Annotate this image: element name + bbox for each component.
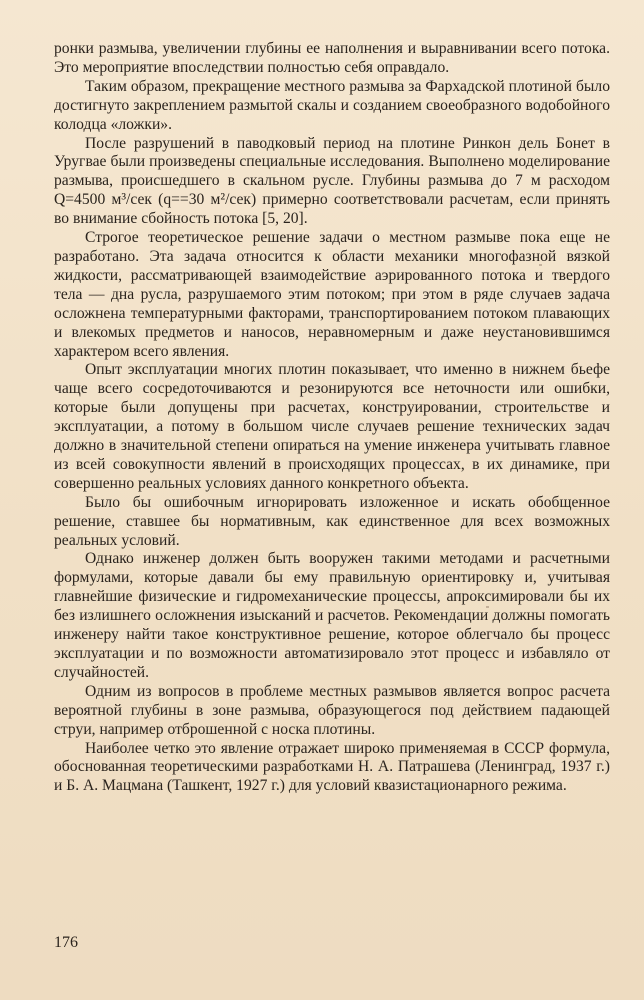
- paper-speck: [539, 264, 542, 266]
- paper-speck: [486, 606, 489, 608]
- paragraph-7: Однако инженер должен быть вооружен такими методами и расчетными формулами, которые давали бы ему правильную ориентировку и, учитывая главнейшие физические и гидромеханические процессы, апроксимировали бы их без излишнего осложнения изысканий и расчетов. Рекомендации должны помогать инженеру найти такое конструктивное решение, которое облегчало бы процесс эксплуатации и по возможности автоматизировало этот процесс и избавляло от случайностей.: [54, 550, 610, 681]
- paragraph-1: ронки размыва, увеличении глубины ее наполнения и выравнивании всего потока. Это мероприятие впоследствии полностью себя оправдало.: [54, 40, 610, 76]
- body-text: [54, 40, 610, 796]
- paragraph-8: Одним из вопросов в проблеме местных размывов является вопрос расчета вероятной глубины в зоне размыва, образующегося под действием падающей струи, например отброшенной с носка плотины.: [54, 682, 610, 738]
- paragraph-2: Таким образом, прекращение местного размыва за Фархадской плотиной было достигнуто закреплением размытой скалы и созданием своеобразного водобойного колодца «ложки».: [54, 77, 610, 133]
- paragraph-5: Опыт эксплуатации многих плотин показывает, что именно в нижнем бьефе чаще всего сосредоточиваются и резонируются все неточности или ошибки, которые были допущены при расчетах, конструировании, строительстве и эксплуатации, а потому в большом числе случаев решение технических задач должно в значительной степени опираться на умение инженера учитывать главное из всей совокупности явлений в происходящих процессах, в их динамике, при совершенно реальных условиях данного конкретного объекта.: [54, 361, 610, 492]
- paragraph-3: После разрушений в паводковый период на плотине Ринкон дель Бонет в Уругвае были произведены специальные исследования. Выполнено моделирование размыва, происшедшего в скальном русле. Глубины размыва до 7 м расходом Q=4500 м³/сек (q==30 м²/сек) примерно соответствовали расчетам, если принять во внимание сбойность потока [5, 20].: [54, 134, 610, 228]
- page-number: 176: [54, 934, 78, 951]
- paragraph-9: Наиболее четко это явление отражает широко применяемая в СССР формула, обоснованная теоретическими разработками Н. А. Патрашева (Ленинград, 1937 г.) и Б. А. Мацмана (Ташкент, 1927 г.) для условий квазистационарного режима.: [54, 739, 610, 795]
- paragraph-4: Строгое теоретическое решение задачи о местном размыве пока еще не разработано. Эта задача относится к области механики многофазной вязкой жидкости, рассматривающей взаимодействие аэрированного потока и твердого тела — дна русла, разрушаемого этим потоком; при этом в ряде случаев задача осложнена температурными факторами, транспортированием потоком плавающих и влекомых предметов и наносов, неравномерным и даже неустановившимся характером всего явления.: [54, 229, 610, 360]
- paragraph-6: Было бы ошибочным игнорировать изложенное и искать обобщенное решение, ставшее бы нормативным, как единственное для всех возможных реальных условий.: [54, 493, 610, 549]
- paper-speck: [549, 102, 552, 104]
